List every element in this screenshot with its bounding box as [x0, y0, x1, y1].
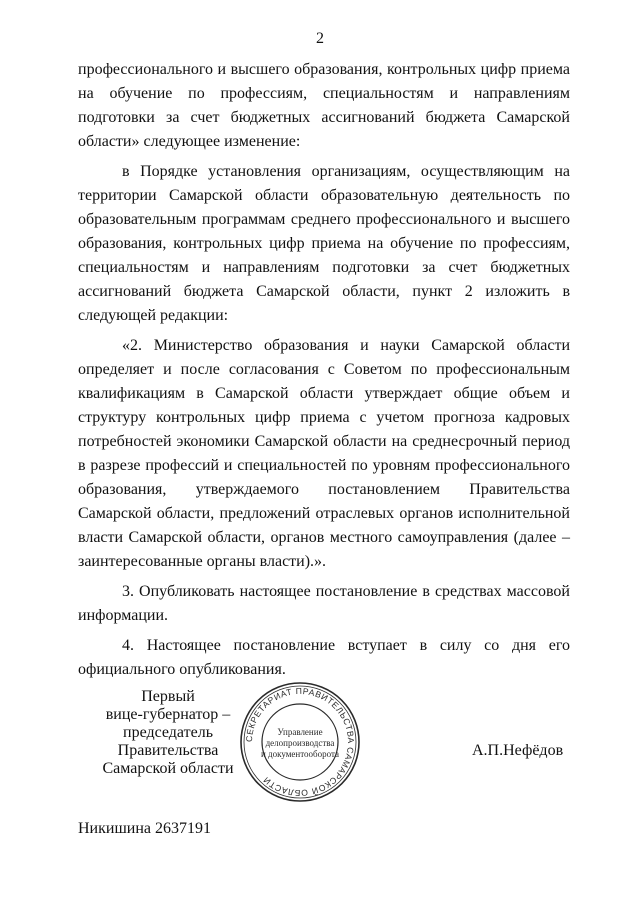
- paragraph-new-clause: «2. Министерство образования и науки Самарской области определяет и после согласования с Советом по профессиональным квалификациям в Самарской области утверждает общие объем и структуру контрольных цифр приема с учетом прогноза кадровых потребностей экономики Самарской области на среднесрочный период в разрезе профессий и специальностей по уровням профессионального образования, утверждаемого постановлением Правительства Самарской области, предложений отраслевых органов исполнительной власти Самарской области, органов местного самоуправления (далее – заинтересованные органы власти).».: [78, 337, 570, 570]
- stamp-center-line: Управление: [277, 727, 323, 737]
- paragraph-continuation: профессионального и высшего образования, контрольных цифр приема на обучение по профессиям, специальностям и направлениям подготовки за счет бюджетных ассигнований бюджета Самарской области» следующее изменение:: [78, 61, 570, 150]
- paragraph-effective-date: 4. Настоящее постановление вступает в силу со дня его официального опубликования.: [78, 637, 570, 678]
- signatory-title-line: Первый: [141, 688, 195, 705]
- official-seal-stamp: [238, 680, 362, 804]
- signatory-title-line: председатель Правительства: [117, 724, 219, 759]
- stamp-center-line: делопроизводства: [265, 738, 335, 748]
- stamp-center-line: и документооборота: [260, 749, 340, 759]
- executor-contact: Никишина 2637191: [78, 820, 211, 837]
- signatory-title-line: вице-губернатор –: [105, 706, 231, 723]
- signatory-title: [78, 688, 258, 778]
- signatory-name: А.П.Нефёдов: [472, 742, 564, 759]
- paragraph-order-amendment: в Порядке установления организациям, осуществляющим на территории Самарской области образовательную деятельность по образовательным программам среднего профессионального и высшего образования, контрольных цифр приема на обучение по профессиям, специальностям и направлениям подготовки за счет бюджетных ассигнований бюджета Самарской области, пункт 2 изложить в следующей редакции:: [78, 163, 570, 324]
- document-body: [78, 58, 570, 682]
- stamp-ring-text: СЕКРЕТАРИАТ ПРАВИТЕЛЬСТВА САМАРСКОЙ ОБЛАСТИ: [243, 685, 357, 799]
- page-number: 2: [316, 30, 324, 47]
- paragraph-publication: 3. Опубликовать настоящее постановление в средствах массовой информации.: [78, 583, 570, 624]
- signatory-title-line: Самарской области: [102, 760, 234, 777]
